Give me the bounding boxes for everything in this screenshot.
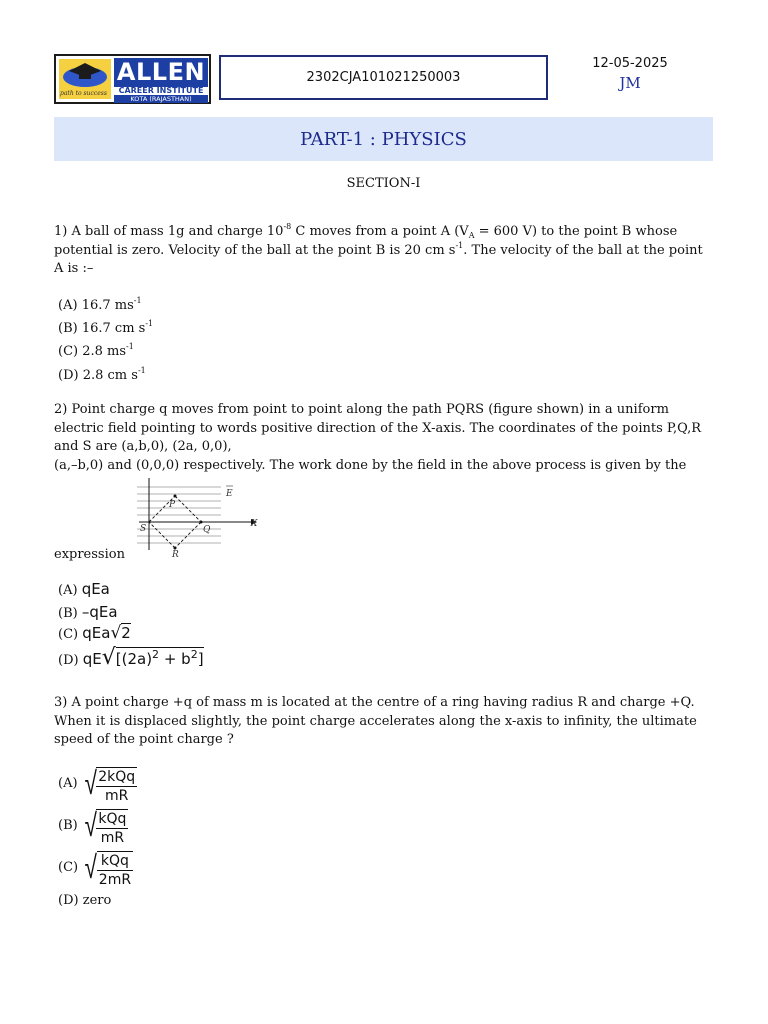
question-text: A ball of mass 1g and charge 10 bbox=[71, 224, 284, 239]
question-text: C moves from a point A (V bbox=[291, 224, 469, 239]
x-axis-label: X bbox=[251, 519, 258, 529]
field-label: E bbox=[226, 489, 233, 499]
option-2a[interactable]: (A) qEa bbox=[58, 580, 110, 598]
option-1a[interactable]: (A) 16.7 $ms^{-1}$ bbox=[58, 296, 142, 313]
paper-code: 2302CJA101021250003 bbox=[219, 55, 548, 100]
option-3b[interactable]: (B) √ $\frac{\text{kQq}}{mR}$ bbox=[58, 806, 127, 846]
part-title: PART-1 : PHYSICS bbox=[54, 117, 713, 161]
question-3 bbox=[54, 694, 714, 750]
question-text: A point charge +q of mass m is located at the centre of a ring having radius R and charge +Q. When it is displaced slightly, the point charge accelerates along the x-axis to infinity, the ultimate speed of the point charge ? bbox=[54, 695, 697, 747]
subscript: A bbox=[468, 231, 475, 240]
exponent: -8 bbox=[283, 222, 292, 231]
point-s-label: S bbox=[140, 524, 147, 534]
option-1d[interactable]: (D) 2.8 cm $s^{-1}$ bbox=[58, 366, 146, 383]
question-2 bbox=[54, 401, 714, 475]
point-r-label: R bbox=[172, 550, 179, 560]
option-3c[interactable]: (C) √ $\frac{\text{kQq}}{2mR}$ bbox=[58, 848, 132, 888]
option-2b[interactable]: (B) –qEa bbox=[58, 603, 118, 621]
question-number: 2) bbox=[54, 402, 68, 417]
logo-subtitle: CAREER INSTITUTE bbox=[118, 86, 204, 95]
option-2d[interactable]: (D) $qE√[(2a)^2 + b^2]$ bbox=[58, 645, 204, 670]
exam-date: 12-05-2025 bbox=[592, 56, 668, 71]
point-p-label: P bbox=[169, 500, 176, 510]
exponent: -1 bbox=[455, 240, 464, 250]
allen-logo bbox=[54, 54, 211, 104]
logo-location: KOTA (RAJASTHAN) bbox=[114, 95, 208, 103]
question-text: Point charge q moves from point to point along the path PQRS (figure shown) in a uniform electric field pointing to words positive direction of the X-axis. The coordinates of the points P,Q,R and S are (a,b,0), (2a, 0,0), bbox=[54, 402, 702, 454]
option-3a[interactable]: (A) √ $\frac{\text{2kQq}}{mR}$ bbox=[58, 764, 136, 804]
option-3d[interactable]: (D) zero bbox=[58, 893, 112, 908]
question-text: (a,–b,0) and (0,0,0) respectively. The work done by the field in the above process is given by the bbox=[54, 457, 687, 473]
option-2c[interactable]: (C) qEa√2 bbox=[58, 623, 131, 643]
question-text: = 600 V) to the point B whose potential is zero. Velocity of the ball at the point B is 20 cm s bbox=[54, 224, 678, 258]
question-2-tail: expression bbox=[54, 547, 125, 562]
stream-label: JM bbox=[619, 74, 641, 92]
question-text: . The velocity of the ball at the point A is :– bbox=[54, 242, 703, 276]
option-1b[interactable]: (B) 16.7 cm $s^{-1}$ bbox=[58, 319, 154, 336]
logo-tagline: path to success bbox=[60, 90, 107, 97]
question-number: 1) bbox=[54, 224, 68, 239]
point-q-label: Q bbox=[203, 525, 211, 535]
question-1 bbox=[54, 223, 714, 279]
section-title: SECTION-I bbox=[346, 176, 421, 191]
option-1c[interactable]: (C) 2.8 $ms^{-1}$ bbox=[58, 342, 134, 359]
logo-brand: ALLEN bbox=[114, 58, 208, 87]
question-number: 3) bbox=[54, 695, 68, 710]
